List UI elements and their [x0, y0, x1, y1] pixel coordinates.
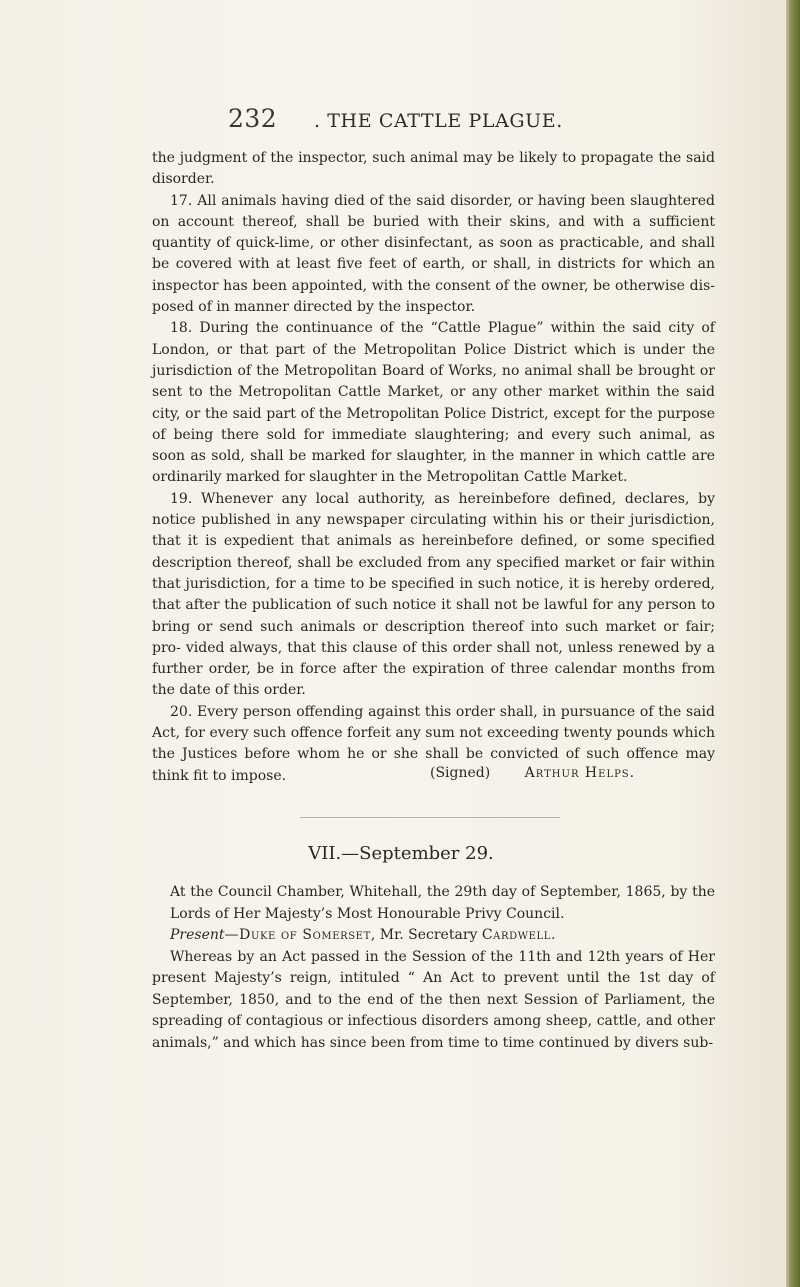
whereas-paragraph: Whereas by an Act passed in the Session of the 11th and 12th years of Her present Majesty’s reign, intituled “ An Act to prevent until the 1st day of September, 1850, and to the end of the then next Session of Parliament, the spreading of contagious or infectious disorders among sheep, cattle, and other animals,” and which has since been from time to time continued by divers sub-: [152, 948, 715, 1051]
present-secretary: , Mr. Secretary: [370, 927, 482, 943]
running-head: . THE CATTLE PLAGUE.: [314, 110, 563, 132]
signer-name: Arthur Helps.: [524, 765, 636, 781]
section-heading: [0, 843, 800, 864]
signed-label: (Signed): [430, 765, 491, 781]
paragraph-20: 20. Every person offending against this order shall, in pursuance of the said Act, for every such offence forfeit any sum not exceeding twenty pounds which the Justices before whom he or she shall be convicted of such offence may think fit to impose.: [152, 703, 715, 784]
present-line: [152, 925, 715, 947]
present-duke: —Duke of Somerset: [224, 927, 371, 943]
present-label: Present: [170, 927, 225, 943]
section-title: VII.—September 29.: [308, 843, 494, 864]
paragraph-18: 18. During the continuance of the “Cattle Plague” within the said city of London, or that part of the Metropolitan Police District which is under the jurisdiction of the Metropolitan Board of Works, no animal shall be brought or sent to the Metropolitan Cattle Market, or any other market within the said city, or the said part of the Metropolitan Police District, except for the purpose of being there sold for immediate slaughtering; and every such animal, as soon as sold, shall be marked for slaughter, in the manner in which cattle are ordinarily marked for slaughter in the Metropolitan Cattle Market.: [152, 320, 715, 486]
council-intro: [152, 882, 715, 925]
page-header: [228, 100, 708, 140]
paragraph-19: 19. Whenever any local authority, as hereinbefore defined, declares, by notice published in any newspaper circulating within his or their jurisdiction, that it is expedient that animals as hereinbefore defined, or some specified description thereof, shall be excluded from any specified market or fair within that jurisdiction, for a time to be specified in such notice, it is hereby ordered, that after the publication of such notice it shall not be lawful for any person to bring or send such animals or description thereof into such market or fair; pro- vided always, that this clause of this order shall not, unless renewed by a further order, be in force after the expiration of three calendar months from the date of this order.: [152, 490, 715, 699]
body-text-lower: [152, 882, 715, 1054]
section-divider: [300, 817, 560, 818]
present-cardwell: Cardwell.: [481, 927, 557, 943]
council-intro-text: At the Council Chamber, Whitehall, the 29th day of September, 1865, by the Lords of Her Majesty’s Most Honourable Privy Council.: [170, 884, 715, 922]
paragraph-17: 17. All animals having died of the said disorder, or having been slaughtered on account thereof, shall be buried with their skins, and with a sufficient quantity of quick-lime, or other disinfectant, as soon as practicable, and shall be covered with at least five feet of earth, or shall, in districts for which an inspector has been appointed, with the consent of the owner, be otherwise dis- posed of in manner directed by the inspector.: [152, 192, 715, 316]
paragraph-continuation: the judgment of the inspector, such animal may be likely to propagate the said disorder.: [152, 150, 715, 188]
book-spine-edge: [786, 0, 800, 1287]
page-number: 232: [228, 104, 278, 133]
body-text-upper: [152, 148, 715, 787]
signature-line: [430, 765, 635, 781]
